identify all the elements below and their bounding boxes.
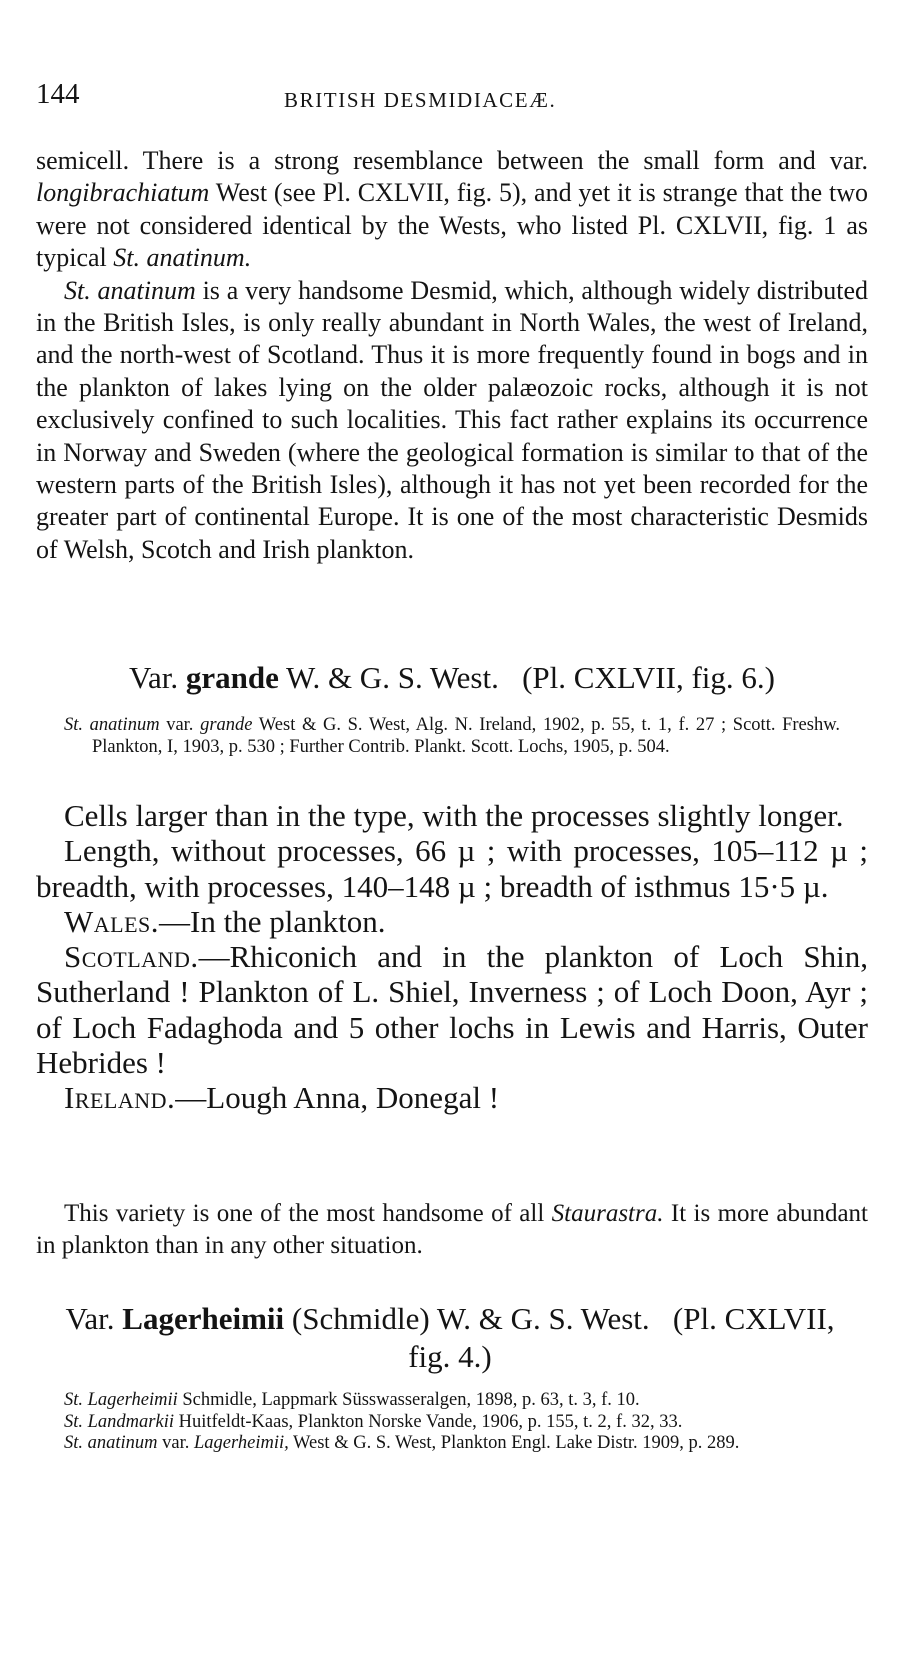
running-title: BRITISH DESMIDIACEÆ. xyxy=(284,88,557,112)
italic-name: St. anatinum xyxy=(64,1433,158,1453)
plate-reference: (Pl. CXLVII, fig. 6.) xyxy=(522,660,775,695)
variety-name: Lagerheimii xyxy=(122,1301,285,1336)
italic-name: St. Lagerheimii xyxy=(64,1390,178,1410)
intro-section xyxy=(36,145,868,566)
italic-name: St. anatinum. xyxy=(113,243,252,273)
italic-name: grande xyxy=(200,715,253,735)
synonymy-lagerheimii xyxy=(64,1390,812,1455)
synonymy-grande xyxy=(64,715,840,758)
text-run: var. xyxy=(159,715,201,735)
italic-name: longibrachiatum xyxy=(36,178,210,208)
intro-paragraph-1 xyxy=(36,145,868,275)
intro-paragraph-2 xyxy=(36,275,868,567)
locality-text: —Rhiconich and in the plankton of Loch Shin, Sutherland ! Plankton of L. Shiel, Inverness ; of Loch Doon, Ayr ; of Loch Fadaghoda and 5 other lochs in Lewis and Harris, Outer Hebrides ! xyxy=(36,939,868,1081)
text-run: is a very handsome Desmid, which, although widely distributed in the British Isles, is only really abundant in North Wales, the west of Ireland, and the north-west of Scotland. Thus it is more frequently found in bogs and in the plankton of lakes lying on the older palæozoic rocks, although it is not exclusively confined to such localities. This fact rather explains its occurrence in Norway and Sweden (where the geological formation is similar to that of the western parts of the British Isles), although it has not yet been recorded for the greater part of continental Europe. It is one of the most characteristic Desmids of Welsh, Scotch and Irish plankton. xyxy=(36,275,868,564)
region-label: Wales. xyxy=(64,903,160,939)
text-run: It is more abundant in plankton than in any other situation. xyxy=(36,1200,868,1259)
variety-heading-grande xyxy=(36,660,868,696)
synonym-entry xyxy=(64,1390,812,1412)
italic-name: St. anatinum xyxy=(64,275,196,305)
heading-authority: W. & G. S. West. xyxy=(278,660,499,695)
italic-name: St. Landmarkii xyxy=(64,1411,174,1432)
heading-authority: (Schmidle) W. & G. S. West. xyxy=(284,1301,650,1336)
italic-name: St. anatinum xyxy=(64,715,160,735)
text-run: var. xyxy=(157,1433,195,1453)
italic-name: Lagerheimii, xyxy=(194,1433,289,1453)
grande-description-block xyxy=(36,798,868,1116)
measurements: Length, without processes, 66 µ ; with processes, 105–112 µ ; breadth, with processes, 140–148 µ ; breadth of isthmus 15·5 µ. xyxy=(36,833,868,904)
page-number: 144 xyxy=(36,78,80,110)
text-run: West & G. S. West, Plankton Engl. Lake Distr. 1909, p. 289. xyxy=(288,1433,740,1453)
text-run: Schmidle, Lappmark Süsswasseralgen, 1898, p. 63, t. 3, f. 10. xyxy=(177,1390,640,1410)
italic-name: Staurastra. xyxy=(551,1200,664,1227)
grande-note xyxy=(36,1198,868,1262)
page-header xyxy=(36,78,866,114)
heading-prefix: Var. xyxy=(65,1301,123,1336)
text-run: West (see Pl. CXLVII, fig. 5), and yet it is strange that the two were not considered identical by the Wests, who listed Pl. CXLVII, fig. 1 as typical xyxy=(36,178,868,273)
synonym-entry xyxy=(64,1433,812,1455)
variety-name: grande xyxy=(185,660,279,695)
note-paragraph xyxy=(36,1198,868,1262)
heading-prefix: Var. xyxy=(129,660,186,695)
locality-text: —In the plankton. xyxy=(159,903,386,939)
locality-text: —Lough Anna, Donegal ! xyxy=(175,1080,500,1116)
locality-scotland xyxy=(36,939,868,1080)
text-run: semicell. There is a strong resemblance between the small form and var. xyxy=(36,146,868,175)
locality-wales xyxy=(36,904,868,939)
text-run: Huitfeldt-Kaas, Plankton Norske Vande, 1906, p. 155, t. 2, f. 32, 33. xyxy=(173,1411,683,1432)
description: Cells larger than in the type, with the processes slightly longer. xyxy=(64,798,844,833)
plate-reference: (Pl. CXLVII, fig. 4.) xyxy=(408,1301,835,1374)
region-label: Ireland. xyxy=(64,1080,176,1116)
text-run: This variety is one of the most handsome of all xyxy=(64,1200,552,1227)
text-run: West & G. S. West, Alg. N. Ireland, 1902, p. 55, t. 1, f. 27 ; Scott. Freshw. Plankton, I, 1903, p. 530 ; Further Contrib. Plankt. Scott. Lochs, 1905, p. 504. xyxy=(92,715,840,757)
region-label: Scotland. xyxy=(64,939,199,975)
synonym-entry xyxy=(64,1412,812,1434)
variety-heading-lagerheimii xyxy=(60,1300,840,1376)
locality-ireland xyxy=(36,1080,868,1115)
